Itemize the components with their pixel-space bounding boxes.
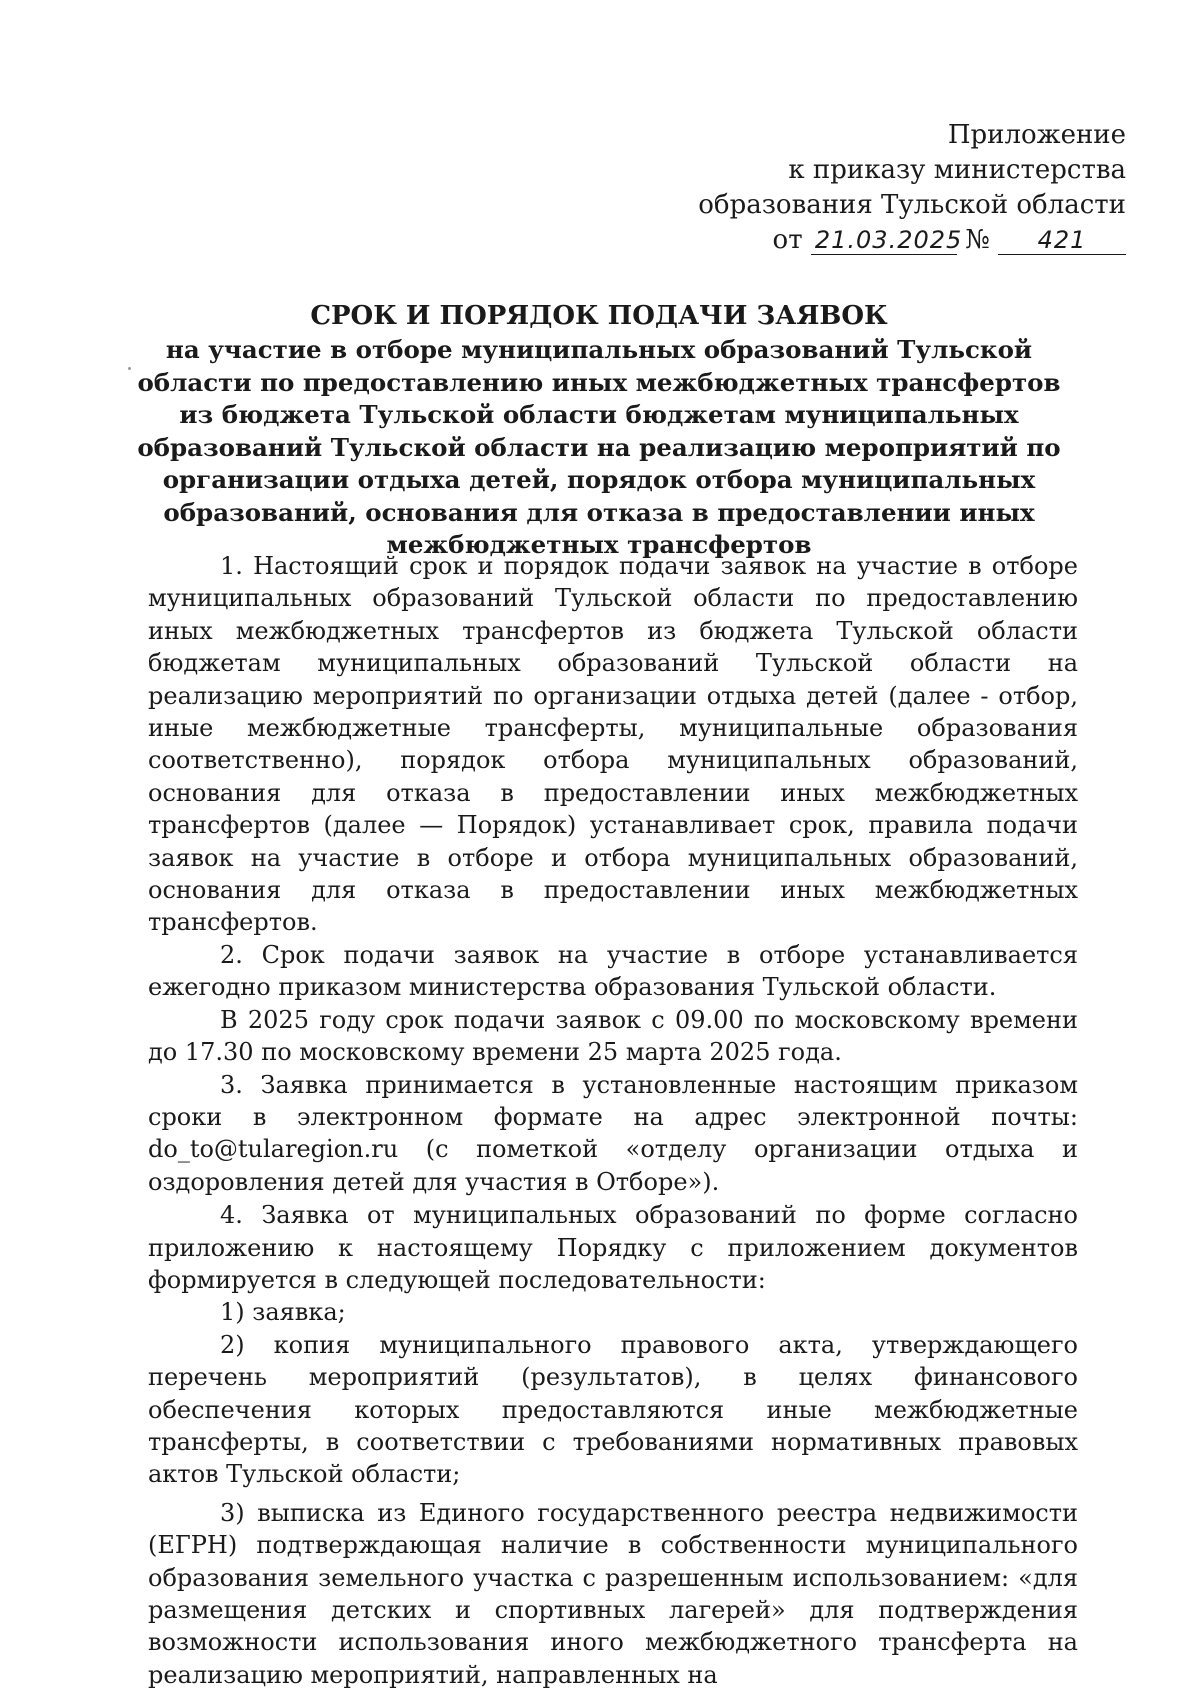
list-item-3: 3) выписка из Единого государственного реестра недвижимости (ЕГРН) подтверждающая наличие в собственности муниципального образования земельного участка с разрешенным использованием: «для размещения детских и спортивных лагерей» для подтверждения возможности использования иного межбюджетного трансферта на реализацию мероприятий, направленных на bbox=[148, 1498, 1078, 1689]
appendix-header bbox=[526, 118, 1126, 258]
title-main: СРОК И ПОРЯДОК ПОДАЧИ ЗАЯВОК bbox=[310, 301, 888, 331]
list-item-2: 2) копия муниципального правового акта, утверждающего перечень мероприятий (результатов), в целях финансового обеспечения которых предоставляются иные межбюджетные трансферты, в соответствии с требованиями нормативных правовых актов Тульской области; bbox=[148, 1330, 1078, 1489]
appendix-line-3: образования Тульской области bbox=[698, 190, 1126, 220]
appendix-date-line bbox=[526, 223, 1126, 258]
paragraph-2-deadline: В 2025 году срок подачи заявок с 09.00 по московскому времени до 17.30 по московскому времени 25 марта 2025 года. bbox=[148, 1005, 1078, 1067]
document-body bbox=[148, 550, 1078, 1691]
date-prefix: от bbox=[772, 225, 803, 255]
list-item-1: 1) заявка; bbox=[220, 1298, 346, 1327]
paragraph-4: 4. Заявка от муниципальных образований по форме согласно приложению к настоящему Порядку с приложением документов формируется в следующей последовательности: bbox=[148, 1201, 1078, 1294]
paragraph-3: 3. Заявка принимается в установленные настоящим приказом сроки в электронном формате на адрес электронной почты: do_to@tularegion.ru (с пометкой «отделу организации отдыха и оздоровления детей для участия в Отборе»). bbox=[148, 1070, 1078, 1196]
paragraph-1: 1. Настоящий срок и порядок подачи заявок на участие в отборе муниципальных образований Тульской области по предоставлению иных межбюджетных трансфертов из бюджета Тульской области бюджетам муниципальных образований Тульской области на реализацию мероприятий по организации отдыха детей (далее - отбор, иные межбюджетные трансферты, муниципальные образования соответственно), порядок отбора муниципальных образований, основания для отказа в предоставлении иных межбюджетных трансфертов (далее — Порядок) устанавливает срок, правила подачи заявок на участие в отборе и отбора муниципальных образований, основания для отказа в предоставлении иных межбюджетных трансфертов. bbox=[148, 552, 1078, 937]
appendix-line-2: к приказу министерства bbox=[788, 155, 1126, 185]
handwritten-number: 421 bbox=[998, 226, 1126, 255]
document-title bbox=[120, 298, 1078, 562]
appendix-line-1: Приложение bbox=[947, 120, 1126, 150]
paragraph-2: 2. Срок подачи заявок на участие в отборе устанавливается ежегодно приказом министерства образования Тульской области. bbox=[148, 940, 1078, 1002]
title-subtitle: на участие в отборе муниципальных образований Тульской области по предоставлению иных межбюджетных трансфертов из бюджета Тульской области бюджетам муниципальных образований Тульской области на реализацию мероприятий по организации отдыха детей, порядок отбора муниципальных образований, основания для отказа в предоставлении иных межбюджетных трансфертов bbox=[137, 335, 1061, 559]
handwritten-date: 21.03.2025 bbox=[811, 226, 957, 255]
number-prefix: № bbox=[965, 225, 990, 255]
